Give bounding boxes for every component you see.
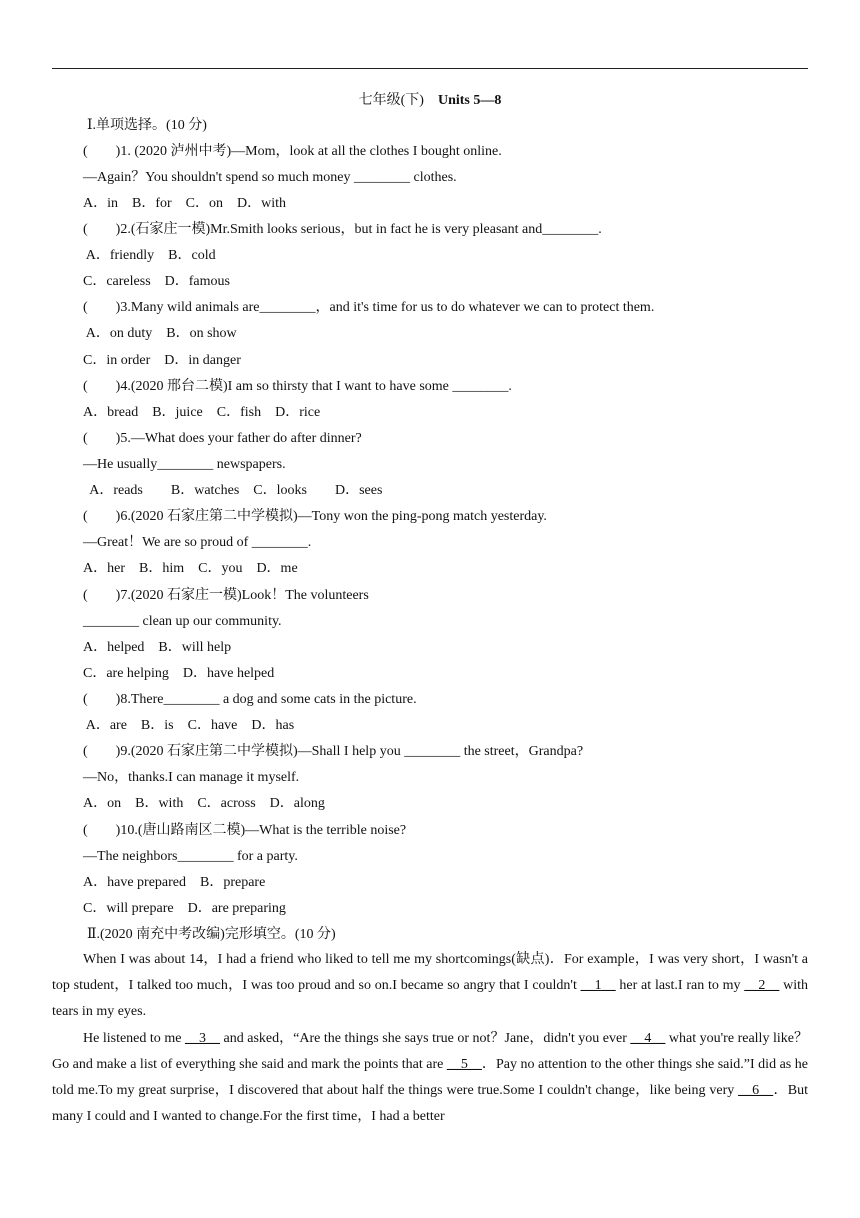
title-units: Units 5—8 (437, 93, 502, 108)
passage-text: and asked，“Are the things she says true or not？Jane，didn't you ever (219, 1030, 631, 1046)
cloze-blank-6: __6__ (738, 1083, 774, 1099)
options-line: A．her B．him C．you D．me (83, 561, 298, 576)
header-rule (52, 68, 808, 69)
options-line: A．have prepared B．prepare (83, 875, 266, 890)
cloze-blank-1: __1__ (580, 978, 616, 994)
options-line: A．reads B．watches C．looks D．sees (83, 483, 383, 498)
cloze-passage (52, 947, 808, 1130)
question-line: ( )6.(2020 石家庄第二中学模拟)—Tony won the ping-pong match yesterday. (83, 509, 547, 524)
question-line: ( )3.Many wild animals are________，and it's time for us to do whatever we can to protect them. (83, 300, 655, 315)
options-line: C．are helping D．have helped (83, 666, 275, 681)
question-line: ( )2.(石家庄一模)Mr.Smith looks serious，but in fact he is very pleasant and________. (83, 222, 602, 237)
question-line: ( )1. (2020 泸州中考)—Mom，look at all the clothes I bought online. (83, 144, 502, 159)
options-line: A．on B．with C．across D．along (83, 796, 325, 811)
cloze-blank-3: __3__ (184, 1030, 220, 1046)
passage-paragraph-1 (52, 947, 808, 1026)
section-1-heading: Ⅰ.单项选择。(10 分) (87, 118, 207, 133)
title-grade: 七年级(下) (358, 93, 424, 108)
question-line: ( )4.(2020 邢台二模)I am so thirsty that I want to have some ________. (83, 379, 512, 394)
options-line: C．careless D．famous (83, 274, 230, 289)
question-line: ( )8.There________ a dog and some cats in the picture. (83, 692, 417, 707)
options-line: A．helped B．will help (83, 640, 232, 655)
passage-text: ．But many I could and I wanted to change.For the first time，I had a better (52, 1083, 809, 1125)
question-line: —The neighbors________ for a party. (83, 849, 298, 864)
question-line: ( )7.(2020 石家庄一模)Look！The volunteers (83, 588, 369, 603)
options-line: A．friendly B．cold (83, 248, 216, 263)
passage-text: He listened to me (83, 1030, 185, 1046)
question-line: ( )10.(唐山路南区二模)—What is the terrible noise? (83, 823, 407, 838)
options-line: A．bread B．juice C．fish D．rice (83, 405, 321, 420)
options-line: C．in order D．in danger (83, 353, 241, 368)
cloze-blank-2: __2__ (744, 978, 780, 994)
options-line: A．on duty B．on show (83, 326, 237, 341)
section-2-heading: Ⅱ.(2020 南充中考改编)完形填空。(10 分) (87, 927, 336, 942)
question-line: —No，thanks.I can manage it myself. (83, 770, 300, 785)
passage-text: with tears in my eyes. (52, 978, 808, 1020)
passage-text: what you're really like？Go and make a list of everything she said and mark the points that are (52, 1030, 808, 1072)
options-line: A．are B．is C．have D．has (83, 718, 295, 733)
question-line: ( )5.—What does your father do after dinner? (83, 431, 362, 446)
question-line: —He usually________ newspapers. (83, 457, 286, 472)
question-line: ________ clean up our community. (83, 614, 282, 629)
options-line: A．in B．for C．on D．with (83, 196, 286, 211)
passage-text: ．Pay no attention to the other things she said.”I did as he told me.To my great surprise，I discovered that about half the things were true.Some I couldn't change，like being very (52, 1056, 808, 1099)
passage-text: When I was about 14，I had a friend who liked to tell me my shortcomings(缺点)．For example，I was very short，I wasn't a top student，I talked too much，I was too proud and so on.I became so angry that I couldn't (52, 952, 808, 994)
cloze-blank-5: __5__ (446, 1056, 482, 1072)
passage-text: her at last.I ran to my (615, 978, 745, 994)
question-line: ( )9.(2020 石家庄第二中学模拟)—Shall I help you ________ the street，Grandpa? (83, 744, 584, 759)
passage-paragraph-2 (52, 1026, 808, 1131)
cloze-blank-4: __4__ (630, 1030, 666, 1046)
question-line: —Again？You shouldn't spend so much money ________ clothes. (83, 170, 457, 185)
question-line: —Great！We are so proud of ________. (83, 535, 312, 550)
page-title (0, 89, 860, 109)
options-line: C．will prepare D．are preparing (83, 901, 286, 916)
